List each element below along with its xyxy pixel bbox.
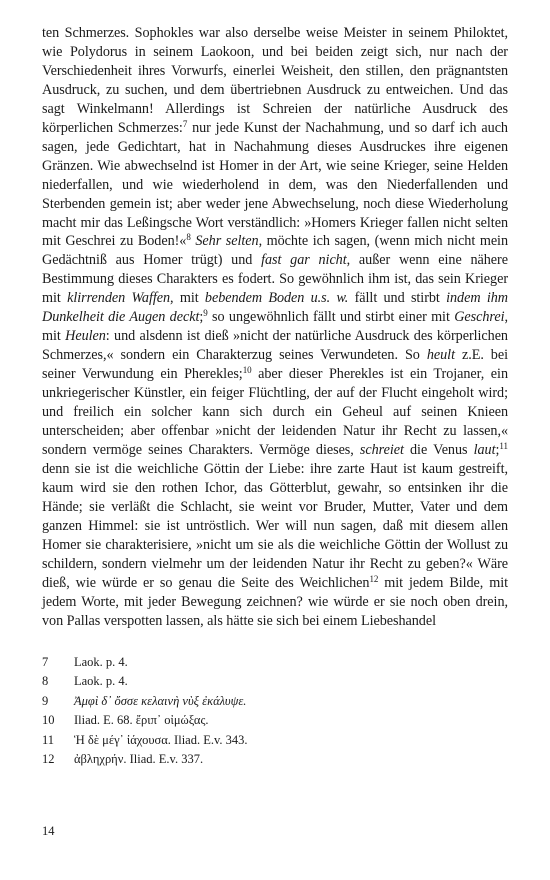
footnote-number: 10 [42, 713, 55, 727]
footnote-ref-8[interactable]: 8 [186, 232, 191, 243]
footnote-ref-12[interactable]: 12 [369, 573, 379, 584]
text-run: fällt und stirbt [348, 290, 447, 307]
text-run: : und alsdenn ist dieß »nicht der natürliche Ausdruck des körperlichen Schmerzes,« sondern ein Charakterzug seines Verwundeten. So [42, 328, 508, 364]
italic-run: laut [473, 441, 496, 458]
footnote-text: Laok. p. 4. [74, 654, 128, 669]
footnote-text: ἀβληχρήν. Iliad. E.v. 337. [74, 752, 204, 766]
footnote-ref-10[interactable]: 10 [242, 365, 252, 376]
text-run: denn sie ist die weichliche Göttin der Liebe: ihre zarte Haut ist kaum gestreift, kaum wird sie den rothen Ichor, das Götterblut, gewahr, so entsinken ihr die Hände; sie verläßt die Schlacht, sie weint vor Bruder, Mutter, Vater und dem ganzen Himmel: sie ist untröstlich. Wer will nun sagen, daß mit diesem allen Homer sie charakterisiere, »nicht um sie als die weichliche Göttin der Wollust zu schildern, sondern vielmehr um der leidenden Natur ihr Recht zu geben?« Wäre dieß, wie würde er so genau die Seite des Weichlichen [42, 460, 508, 591]
footnote-7 [42, 653, 508, 673]
footnote-8 [42, 672, 508, 692]
footnote-12 [42, 750, 508, 770]
page [42, 24, 508, 770]
text-run: , außer wenn eine nähere Bestimmung dieses Charakters es fodert. So gewöhnlich ihm ist, das sein Krieger mit [42, 252, 508, 307]
italic-run: bebendem Boden u.s. w. [204, 290, 349, 307]
text-run: so ungewöhnlich fällt und stirbt einer mit [207, 309, 455, 326]
text-run: aber dieser Pherekles ist ein Trojaner, ein unkriegerischer Künstler, ein feiger Flüchtling, der auf der Flucht eingeholt wird; und freilich ein solcher kann sich durch ein Geheul auf seinen Knieen unterscheiden; aber offenbar »nicht der leidenden Natur ihr Recht zu lassen,« sondern vermöge seines Charakters. Vermöge dieses, [42, 366, 508, 458]
footnote-ref-11[interactable]: 11 [499, 440, 508, 451]
footnote-ref-9[interactable]: 9 [203, 308, 208, 319]
footnote-10 [42, 711, 508, 731]
italic-run: klirrenden Waffen [67, 290, 171, 307]
footnote-ref-7[interactable]: 7 [182, 118, 188, 129]
page-number: 14 [42, 824, 55, 838]
footnote-number: 11 [42, 732, 55, 747]
text-run: mit jedem Bilde, mit jedem Worte, mit jeder Bewegung zeichnen? wie würde er sie noch oben drein, von Pallas verspotten lassen, als hätte sie sich bei einem Liebeshandel [42, 574, 508, 629]
text-run: z.E. bei seiner Verwundung ein Pherekles; [42, 347, 508, 383]
text-run: ; [495, 441, 500, 458]
footnote-number: 9 [42, 693, 49, 708]
footnote-number: 12 [42, 752, 55, 766]
text-run: , mit [170, 290, 205, 307]
italic-run: Sehr selten [195, 233, 259, 250]
footnote-text: Iliad. E. 68. ἔριπ᾽ οἰμώξας. [74, 713, 209, 727]
footnote-text: Laok. p. 4. [74, 674, 128, 688]
text-run: , möchte ich sagen, (wenn mich nicht mein Gedächtniß aus Homer trügt) und [42, 233, 508, 269]
footnote-number: 7 [42, 654, 49, 669]
italic-run: Heulen [65, 328, 106, 345]
italic-run: indem ihm Dunkelheit die Augen deckt [42, 290, 508, 326]
footnote-text: Ἡ δὲ μέγ᾽ ἰάχουσα. Iliad. E.v. 343. [74, 732, 248, 747]
footnotes [42, 653, 508, 770]
italic-run: fast gar nicht [261, 252, 347, 269]
text-run: die Venus [403, 441, 474, 458]
footnote-number: 8 [42, 674, 49, 688]
footnote-text: Ἀμφὶ δ᾽ ὄσσε κελαινὴ νὺξ ἐκάλυψε. [74, 693, 247, 708]
text-run: nur jede Kunst der Nachahmung, und so darf ich auch sagen, jede Gedichtart, hat in Nachahmung dieses Ausdruckes ihre eigenen Gränzen. Wie abwechselnd ist Homer in der Art, wie seine Krieger, seine Helden niederfallen, und wie wiederholend in dem, was den Niederfallenden und Sterbenden gemein ist; aber weder jene Abwechselung, noch diese Wiederholung macht mir das Leßingsche Wort verständlich: »Homers Krieger fallen nicht selten mit Geschrei zu Boden!« [42, 119, 508, 250]
italic-run: Geschrei [454, 309, 505, 326]
italic-run: heult [426, 347, 455, 364]
text-run: ; [199, 309, 204, 326]
italic-run: schreiet [359, 441, 404, 458]
text-run: , mit [42, 309, 508, 345]
footnote-9 [42, 692, 508, 712]
text-run: ten Schmerzes. Sophokles war also derselbe weise Meister in seinem Philoktet, wie Polydorus in seinem Laokoon, und bei beiden zeigt sich, nur nach der Verschiedenheit ihres Vorwurfs, einerlei Weisheit, den stillen, den prägnantsten Ausdruck, zu suchen, und dem übertriebnen Ausdruck zu entweichen. Und das sagt Winkelmann! Allerdings ist Schreien der natürliche Ausdruck des körperlichen Schmerzes: [42, 25, 508, 136]
footnote-11 [42, 731, 508, 751]
body-paragraph [42, 24, 508, 631]
